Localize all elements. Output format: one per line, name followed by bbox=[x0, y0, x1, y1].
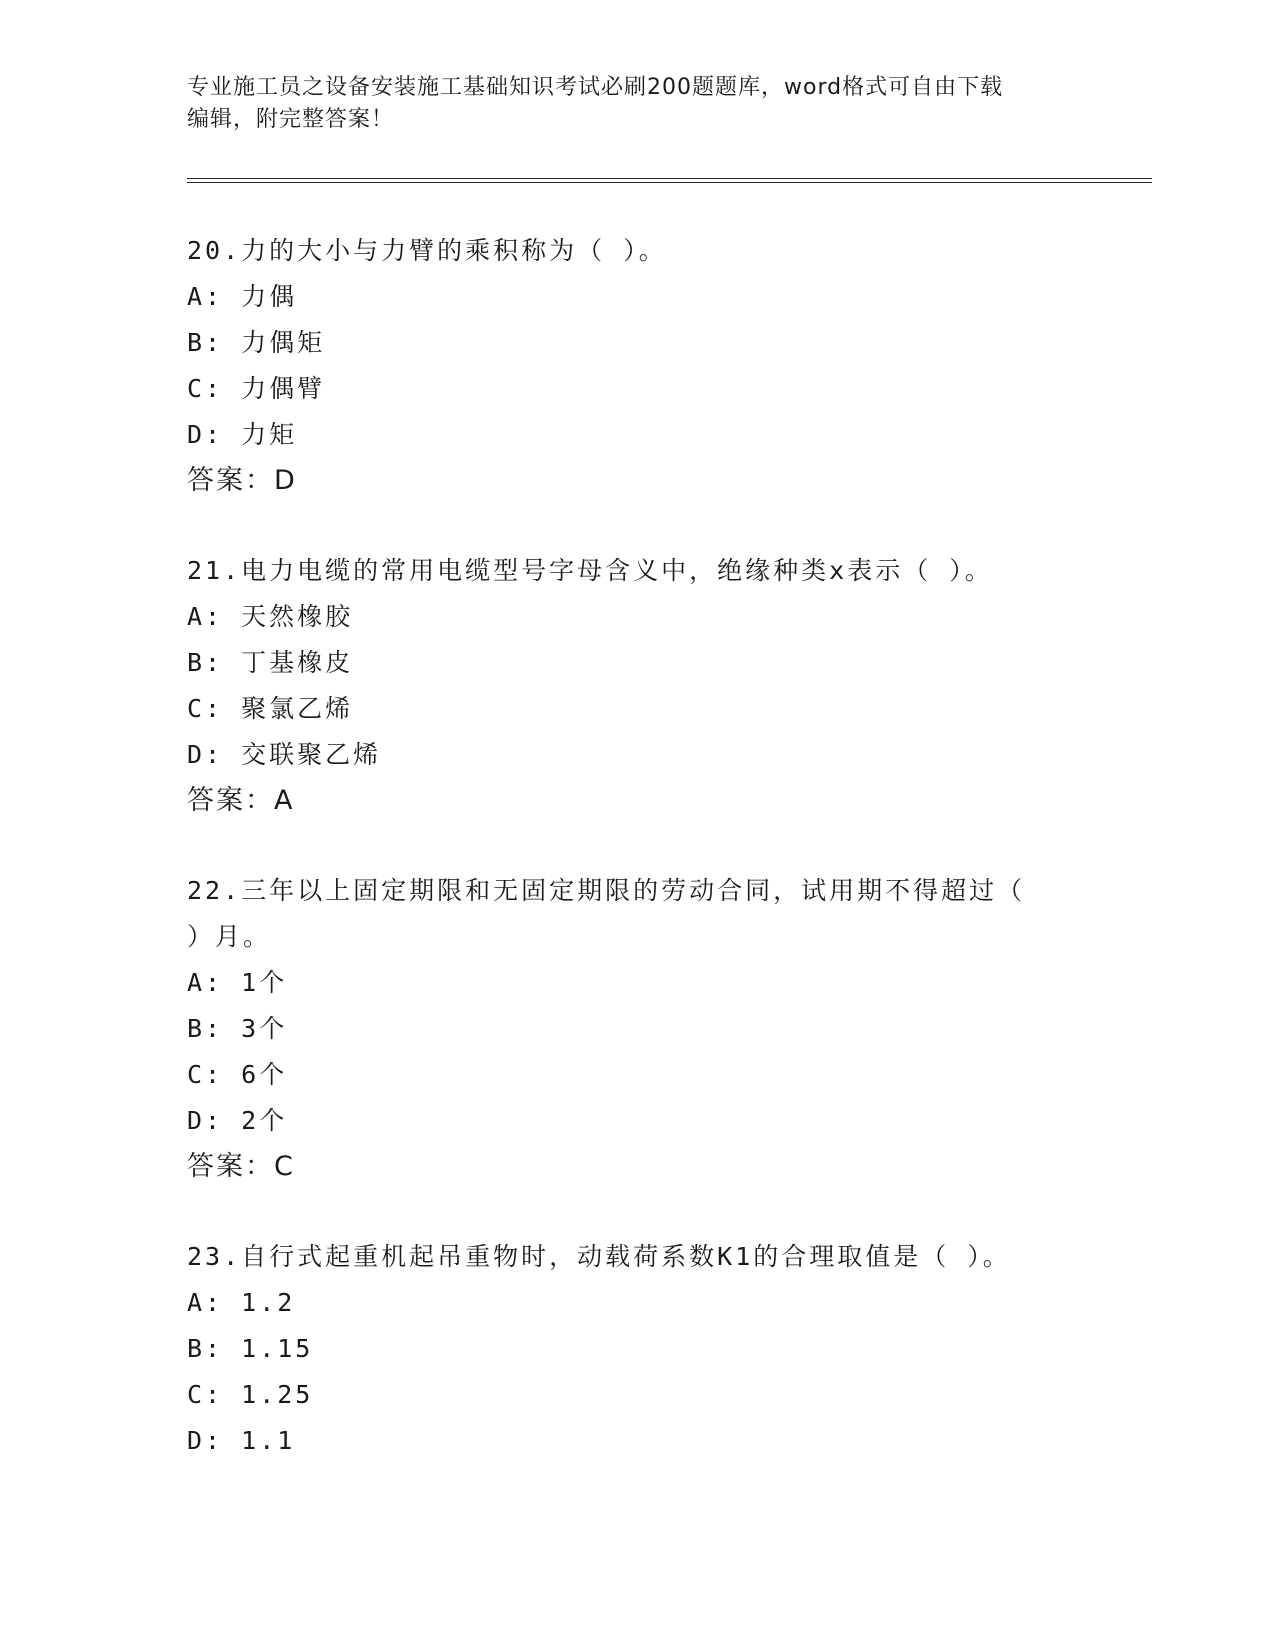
option-a: A: 1个 bbox=[187, 968, 288, 997]
option-d: D: 交联聚乙烯 bbox=[187, 740, 382, 769]
option-d: D: 2个 bbox=[187, 1106, 288, 1135]
option-a: A: 1.2 bbox=[187, 1288, 296, 1317]
option-c: C: 聚氯乙烯 bbox=[187, 694, 354, 723]
option-c: C: 6个 bbox=[187, 1060, 288, 1089]
option-a: A: 天然橡胶 bbox=[187, 602, 354, 631]
question-20 bbox=[187, 228, 1087, 504]
option-b: B: 3个 bbox=[187, 1014, 288, 1043]
question-stem: 23.自行式起重机起吊重物时，动载荷系数K1的合理取值是（ ）。 bbox=[187, 1242, 1011, 1271]
option-d: D: 力矩 bbox=[187, 420, 298, 449]
document-header bbox=[187, 72, 1087, 136]
answer-label: 答案：C bbox=[187, 1151, 295, 1182]
header-divider-bottom bbox=[187, 182, 1152, 183]
question-23 bbox=[187, 1234, 1087, 1464]
option-b: B: 力偶矩 bbox=[187, 328, 326, 357]
option-d: D: 1.1 bbox=[187, 1426, 296, 1455]
option-b: B: 丁基橡皮 bbox=[187, 648, 354, 677]
question-stem: 20.力的大小与力臂的乘积称为（ ）。 bbox=[187, 236, 667, 265]
question-21 bbox=[187, 548, 1087, 824]
option-b: B: 1.15 bbox=[187, 1334, 314, 1363]
header-line-2: 编辑，附完整答案！ bbox=[187, 107, 395, 132]
answer-label: 答案：A bbox=[187, 785, 295, 816]
question-22 bbox=[187, 868, 1087, 1190]
answer-label: 答案：D bbox=[187, 465, 297, 496]
header-divider-top bbox=[187, 178, 1152, 179]
question-stem-line-1: 22.三年以上固定期限和无固定期限的劳动合同，试用期不得超过（ bbox=[187, 876, 1026, 905]
option-c: C: 力偶臂 bbox=[187, 374, 326, 403]
question-stem-line-2: ）月。 bbox=[187, 922, 272, 951]
option-a: A: 力偶 bbox=[187, 282, 298, 311]
header-line-1: 专业施工员之设备安装施工基础知识考试必刷200题题库，word格式可自由下载 bbox=[187, 75, 1004, 100]
option-c: C: 1.25 bbox=[187, 1380, 314, 1409]
question-stem: 21.电力电缆的常用电缆型号字母含义中，绝缘种类x表示（ ）。 bbox=[187, 556, 993, 585]
